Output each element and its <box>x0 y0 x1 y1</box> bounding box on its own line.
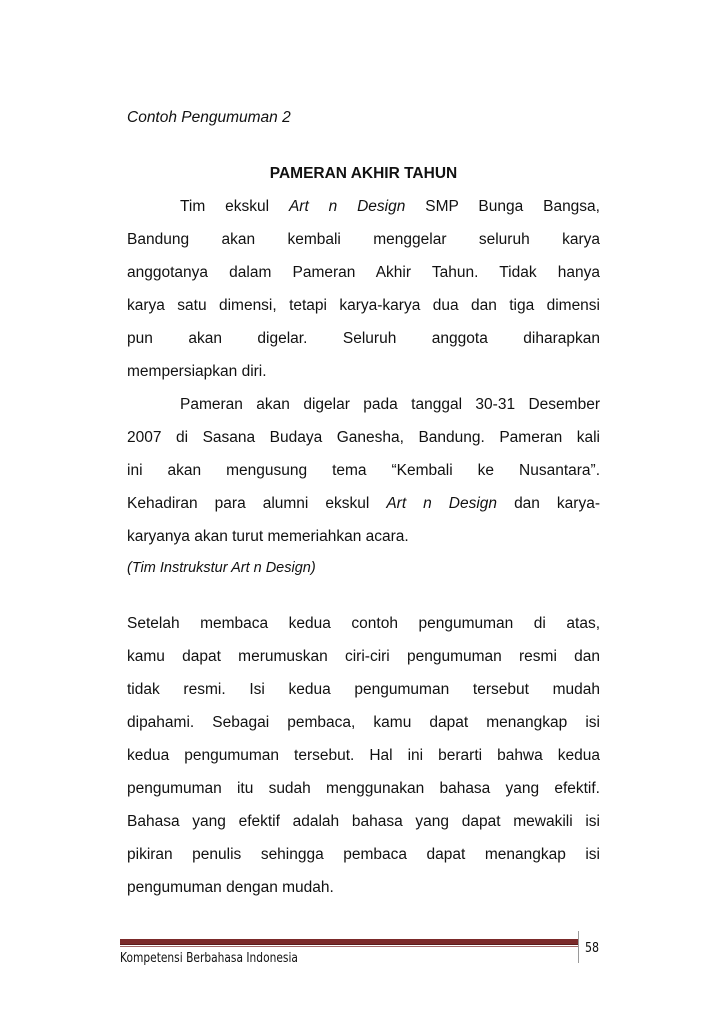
text-span: Kehadiran para alumni ekskul <box>127 495 370 512</box>
text-span: SMP Bunga Bangsa, <box>425 198 600 215</box>
example-heading: Contoh Pengumuman 2 <box>127 109 291 126</box>
body-line-1: Setelah membaca kedua contoh pengumuman di atas, <box>127 615 600 632</box>
announcement-p1-line1 <box>127 197 600 217</box>
announcement-p2-line5: karyanya akan turut memeriahkan acara. <box>127 528 409 545</box>
announcement-p2-line1: Pameran akan digelar pada tanggal 30-31 Desember <box>180 396 600 413</box>
body-line-5: kedua pengumuman tersebut. Hal ini berarti bahwa kedua <box>127 747 600 764</box>
body-line-9: pengumuman dengan mudah. <box>127 879 334 896</box>
body-line-6: pengumuman itu sudah menggunakan bahasa yang efektif. <box>127 780 600 797</box>
announcement-title: PAMERAN AKHIR TAHUN <box>269 165 458 182</box>
announcement-p1-line5: pun akan digelar. Seluruh anggota diharapkan <box>127 330 600 347</box>
announcement-p1-line3: anggotanya dalam Pameran Akhir Tahun. Tidak hanya <box>127 264 600 281</box>
announcement-p1-line4: karya satu dimensi, tetapi karya-karya dua dan tiga dimensi <box>127 297 600 314</box>
announcement-p2-line4 <box>127 494 600 514</box>
footer-rule-thin <box>120 946 578 947</box>
club-name-italic: Art n Design <box>386 495 498 512</box>
body-line-7: Bahasa yang efektif adalah bahasa yang dapat mewakili isi <box>127 813 600 830</box>
announcement-p2-line2: 2007 di Sasana Budaya Ganesha, Bandung. Pameran kali <box>127 429 600 446</box>
announcement-p1-line2: Bandung akan kembali menggelar seluruh karya <box>127 231 600 248</box>
body-line-3: tidak resmi. Isi kedua pengumuman tersebut mudah <box>127 681 600 698</box>
footer-book-title: Kompetensi Berbahasa Indonesia <box>120 951 298 966</box>
page-number: 58 <box>585 941 600 956</box>
body-line-4: dipahami. Sebagai pembaca, kamu dapat menangkap isi <box>127 714 600 731</box>
footer-rule <box>120 939 578 945</box>
announcement-signature: (Tim Instrukstur Art n Design) <box>127 560 316 576</box>
announcement-p2-line3: ini akan mengusung tema “Kembali ke Nusantara”. <box>127 462 600 479</box>
club-name-italic: Art n Design <box>288 198 406 215</box>
text-span: Tim ekskul <box>180 198 270 215</box>
body-line-8: pikiran penulis sehingga pembaca dapat menangkap isi <box>127 846 600 863</box>
text-span: dan karya- <box>514 495 600 512</box>
announcement-p1-line6: mempersiapkan diri. <box>127 363 267 380</box>
body-line-2: kamu dapat merumuskan ciri-ciri pengumuman resmi dan <box>127 648 600 665</box>
